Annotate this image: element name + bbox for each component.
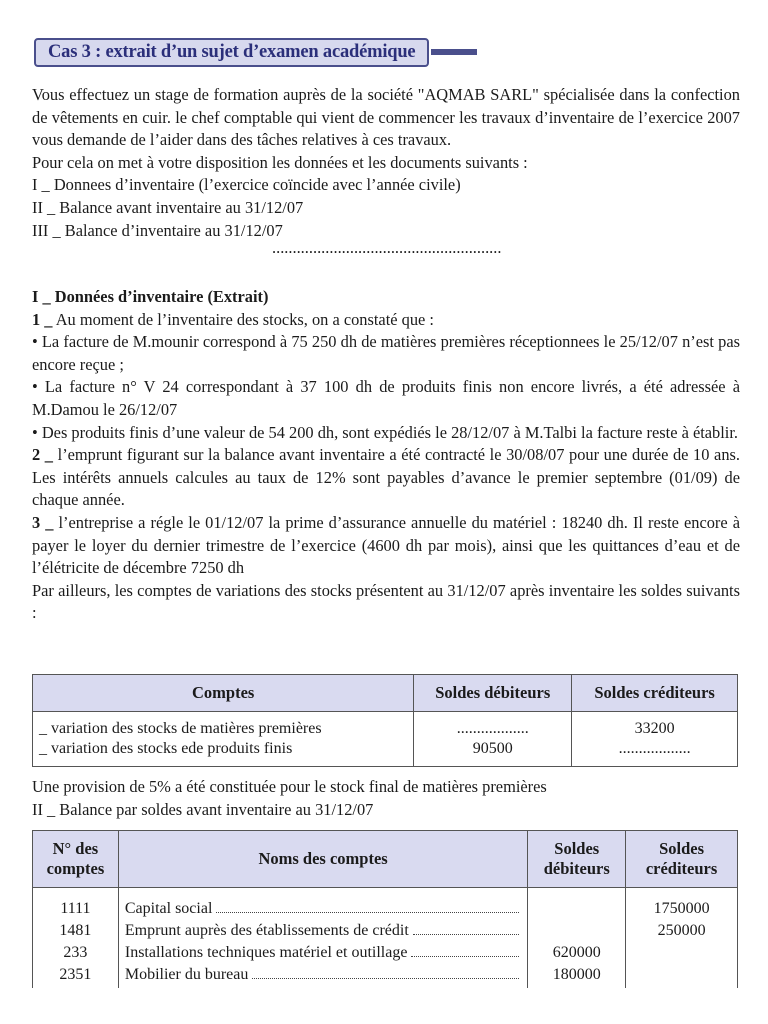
provision-text: Une provision de 5% a été constituée pour le stock final de matières premières — [32, 777, 547, 796]
t2-cell-credit: 250000 — [626, 922, 738, 944]
t1-cell-debit: 90500 — [414, 740, 572, 767]
t2-cell-num: 1481 — [33, 922, 119, 944]
intro-item-2: II _ Balance avant inventaire au 31/12/07 — [32, 197, 304, 217]
section1-title: I _ Données d’inventaire (Extrait) — [32, 287, 269, 306]
header-decor-line — [431, 49, 477, 55]
table-row — [33, 888, 738, 923]
bullet-1: • La facture de M.mounir correspond à 75 250 dh de matières premières réceptionnees le 25/12/07 n’est pas encore reçue ; — [32, 332, 740, 374]
t1-cell-credit: .................. — [572, 740, 738, 767]
case-header — [34, 38, 477, 66]
t2-cell-debit — [528, 922, 626, 944]
t2-cell-credit — [626, 966, 738, 988]
table-row — [33, 712, 738, 741]
point2-number: 2 _ — [32, 445, 54, 465]
t2-header-name: Noms des comptes — [118, 831, 527, 888]
t1-cell-credit: 33200 — [572, 712, 738, 741]
t1-header-comptes: Comptes — [33, 675, 414, 712]
intro-paragraph: Vous effectuez un stage de formation auprès de la société "AQMAB SARL" spécialisée dans la confection de vêtements en cuir. le chef comptable qui vient de commencer les travaux d’inventaire de l’exercice 2007 vous demande de l’aider dans des tâches relatives à ces travaux. — [32, 85, 740, 150]
t1-cell-debit: .................. — [414, 712, 572, 741]
point3-number: 3 _ — [32, 512, 54, 532]
bullet-2: • La facture n° V 24 correspondant à 37 100 dh de produits finis non encore livrés, a été adressée à M.Damou le 26/12/07 — [32, 377, 740, 419]
after-table-block — [32, 776, 740, 821]
point2-text: l’emprunt figurant sur la balance avant inventaire a été contracté le 30/08/07 pour une durée de 10 ans. Les intérêts annuels calcules au taux de 12% sont payables d’avance le premier septembre (01/09) de chaque année. — [32, 445, 740, 510]
point1-text: Au moment de l’inventaire des stocks, on a constaté que : — [55, 309, 434, 329]
table-row — [33, 740, 738, 767]
table-row — [33, 966, 738, 988]
section2-title: II _ Balance par soldes avant inventaire au 31/12/07 — [32, 799, 374, 819]
point1-number: 1 _ — [32, 309, 53, 329]
t2-cell-debit: 620000 — [528, 944, 626, 966]
t2-cell-credit — [626, 944, 738, 966]
intro-item-3: III _ Balance d’inventaire au 31/12/07 — [32, 220, 283, 240]
t2-header-debit: Soldes débiteurs — [528, 831, 626, 888]
t2-cell-num: 233 — [33, 944, 119, 966]
t2-cell-name: Emprunt auprès des établissements de crédit — [124, 922, 409, 939]
t1-header-credit: Soldes créditeurs — [572, 675, 738, 712]
t2-cell-debit: 180000 — [528, 966, 626, 988]
table-row — [33, 944, 738, 966]
point3-text: l’entreprise a régle le 01/12/07 la prime d’assurance annuelle du matériel : 18240 dh. Il reste encore à payer le loyer du dernier trimestre de l’exercice (4600 dh par mois), ainsi que les quittances d’eau et de l’élétricite de décembre 7250 dh — [32, 512, 740, 578]
t2-header-credit: Soldes créditeurs — [626, 831, 738, 888]
t1-header-debit: Soldes débiteurs — [414, 675, 572, 712]
intro-lead: Pour cela on met à votre disposition les données et les documents suivants : — [32, 152, 528, 172]
t2-cell-name: Mobilier du bureau — [124, 966, 249, 983]
section1-point3 — [32, 512, 740, 580]
t2-header-num: N° des comptes — [33, 831, 119, 888]
table-row — [33, 922, 738, 944]
bullet-3: • Des produits finis d’une valeur de 54 200 dh, sont expédiés le 28/12/07 à M.Talbi la facture reste à établir. — [32, 422, 739, 442]
intro-item-1: I _ Donnees d’inventaire (l’exercice coïncide avec l’année civile) — [32, 175, 461, 195]
point4-text: Par ailleurs, les comptes de variations des stocks présentent au 31/12/07 après inventaire les soldes suivants : — [32, 580, 740, 623]
section1-point2 — [32, 444, 740, 512]
t2-cell-num: 2351 — [33, 966, 119, 988]
section1-block — [32, 286, 740, 625]
intro-dots: ........................................................ — [272, 238, 502, 258]
t2-cell-credit: 1750000 — [626, 888, 738, 923]
t1-cell-account: _ variation des stocks de matières premières — [33, 712, 414, 741]
t2-cell-name: Capital social — [124, 900, 213, 917]
t2-cell-name: Installations techniques matériel et outillage — [124, 944, 408, 961]
t1-cell-account: _ variation des stocks ede produits finis — [33, 740, 414, 767]
balance-table — [32, 830, 738, 988]
case-title: Cas 3 : extrait d’un sujet d’examen académique — [34, 38, 429, 67]
section1-point1 — [32, 309, 740, 332]
t2-cell-num: 1111 — [33, 888, 119, 923]
intro-block — [32, 84, 740, 258]
stock-variation-table — [32, 674, 738, 767]
t2-cell-debit — [528, 888, 626, 923]
